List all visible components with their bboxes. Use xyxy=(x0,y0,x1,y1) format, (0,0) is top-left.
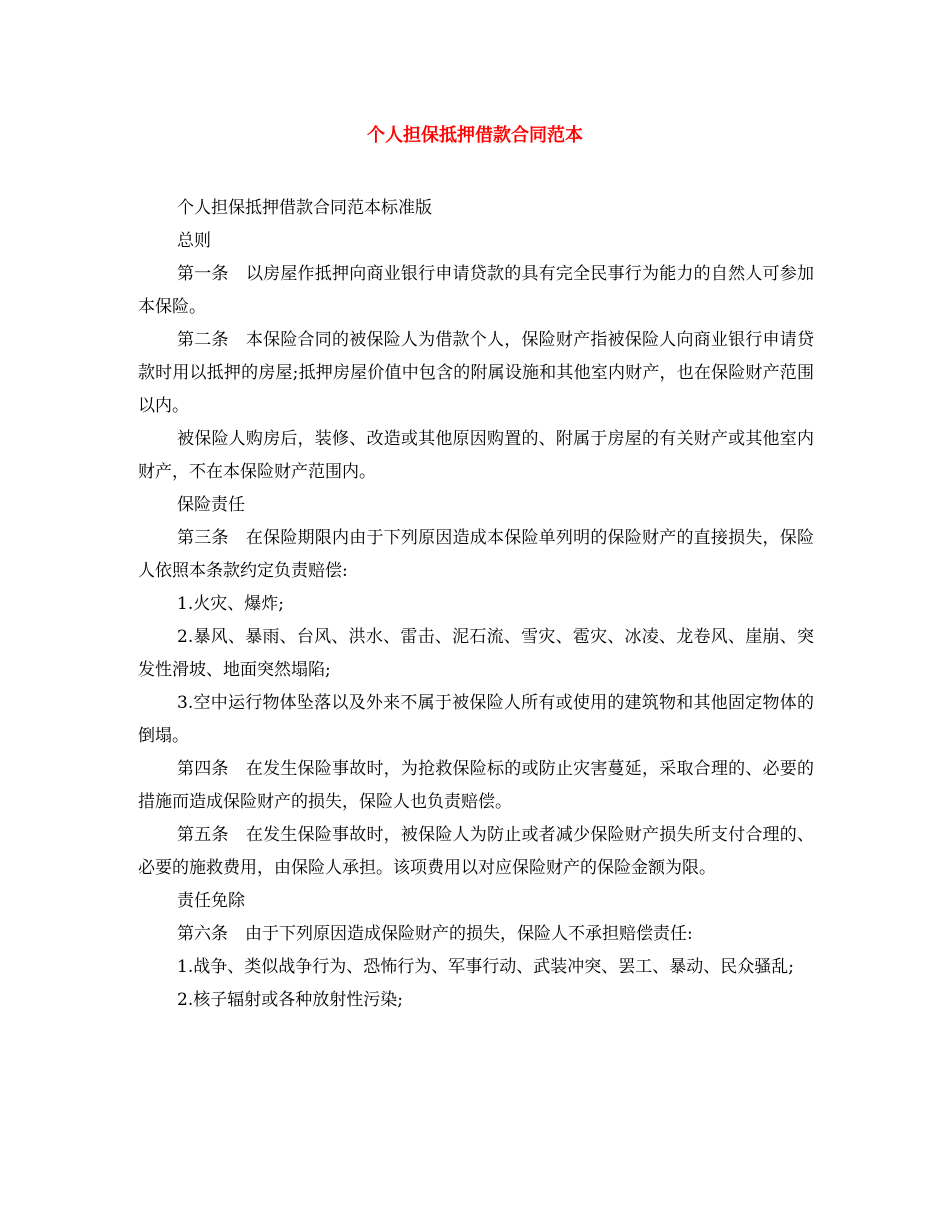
list-item: 1.火灾、爆炸; xyxy=(177,594,284,614)
section-heading-general: 总则 xyxy=(177,231,211,251)
document-title: 个人担保抵押借款合同范本 xyxy=(367,125,583,146)
article-5: 第五条 在发生保险事故时，被保险人为防止或者减少保险财产损失所支付合理的、必要的施救费用，由保险人承担。该项费用以对应保险财产的保险金额为限。 xyxy=(138,825,814,878)
subtitle-paragraph: 个人担保抵押借款合同范本标准版 xyxy=(177,198,432,218)
article-1: 第一条 以房屋作抵押向商业银行申请贷款的具有完全民事行为能力的自然人可参加本保险。 xyxy=(138,264,814,317)
section-heading-exclusions: 责任免除 xyxy=(177,891,245,911)
article-4: 第四条 在发生保险事故时，为抢救保险标的或防止灾害蔓延，采取合理的、必要的措施而造成保险财产的损失，保险人也负责赔偿。 xyxy=(138,759,814,812)
list-item: 2.核子辐射或各种放射性污染; xyxy=(177,990,403,1010)
list-item: 3.空中运行物体坠落以及外来不属于被保险人所有或使用的建筑物和其他固定物体的倒塌。 xyxy=(138,693,814,746)
article-2: 第二条 本保险合同的被保险人为借款个人，保险财产指被保险人向商业银行申请贷款时用以抵押的房屋;抵押房屋价值中包含的附属设施和其他室内财产，也在保险财产范围以内。 xyxy=(138,330,814,416)
list-item: 1.战争、类似战争行为、恐怖行为、军事行动、武装冲突、罢工、暴动、民众骚乱; xyxy=(177,957,794,977)
article-2-note: 被保险人购房后，装修、改造或其他原因购置的、附属于房屋的有关财产或其他室内财产，不在本保险财产范围内。 xyxy=(138,429,814,482)
section-heading-liability: 保险责任 xyxy=(177,495,245,515)
document-body xyxy=(138,192,814,1017)
article-3: 第三条 在保险期限内由于下列原因造成本保险单列明的保险财产的直接损失，保险人依照本条款约定负责赔偿: xyxy=(138,528,814,581)
list-item: 2.暴风、暴雨、台风、洪水、雷击、泥石流、雪灾、雹灾、冰凌、龙卷风、崖崩、突发性滑坡、地面突然塌陷; xyxy=(138,627,814,680)
article-6: 第六条 由于下列原因造成保险财产的损失，保险人不承担赔偿责任: xyxy=(177,924,693,944)
